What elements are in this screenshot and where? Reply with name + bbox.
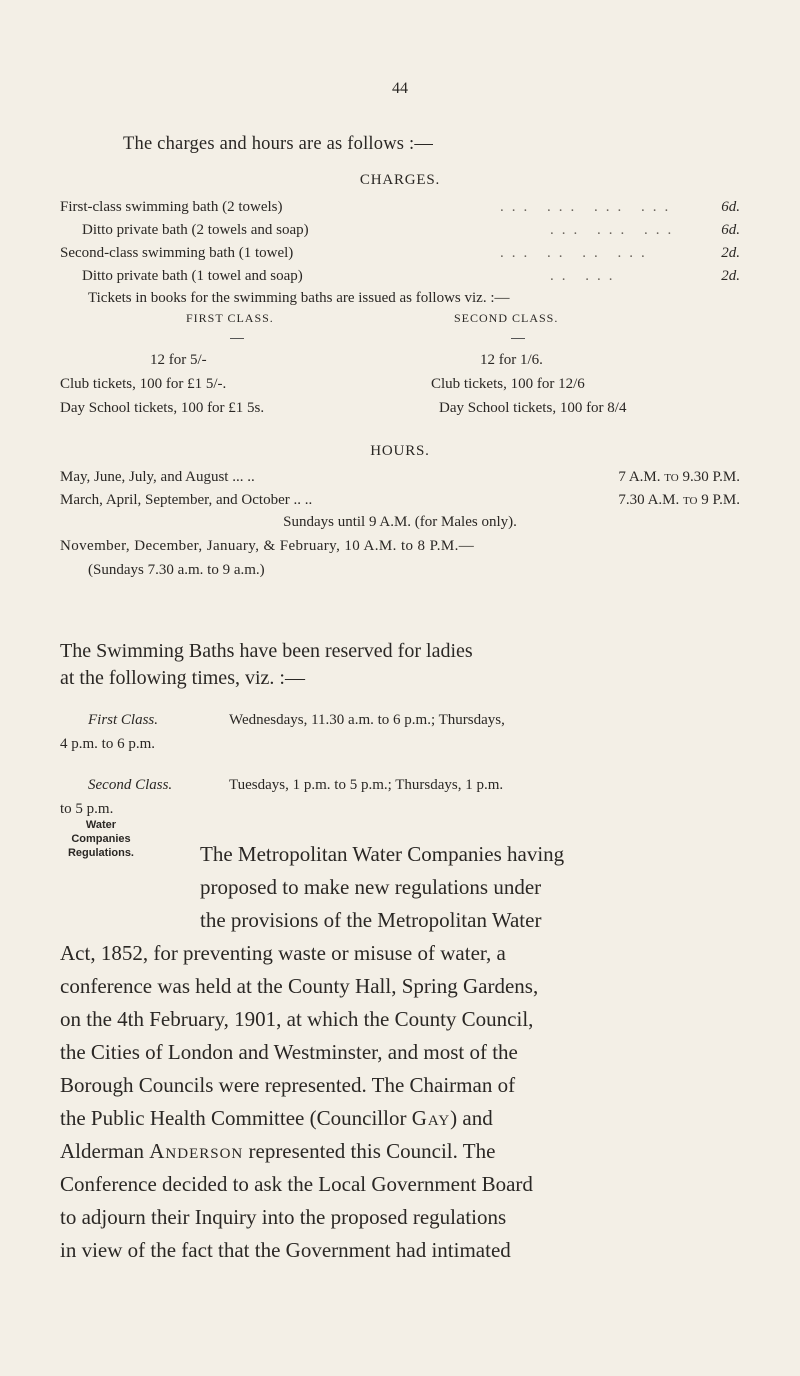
- leader-dots: ... ... ...: [550, 222, 680, 238]
- second-class-line: Day School tickets, 100 for 8/4: [439, 400, 627, 416]
- charge-row: [60, 219, 740, 241]
- divider: [230, 338, 244, 339]
- charge-row: [60, 196, 740, 218]
- charge-row: [60, 265, 740, 287]
- first-class-label: First Class.: [88, 712, 159, 728]
- first-class-times-cont: 4 p.m. to 6 p.m.: [60, 736, 156, 752]
- body-line: conference was held at the County Hall, Spring Gardens,: [60, 974, 539, 998]
- charge-amount: 2d.: [721, 245, 740, 261]
- body-line: Conference decided to ask the Local Government Board: [60, 1172, 533, 1196]
- body-line: Borough Councils were represented. The Chairman of: [60, 1073, 516, 1097]
- alderman-name: Anderson: [149, 1139, 244, 1163]
- ladies-intro: [60, 638, 740, 692]
- second-class-heading: SECOND CLASS.: [454, 311, 559, 325]
- second-class-label: Second Class.: [88, 777, 173, 793]
- side-note-line: Companies: [71, 833, 131, 845]
- winter-sundays: (Sundays 7.30 a.m. to 9 a.m.): [88, 562, 265, 578]
- second-class-times-cont: to 5 p.m.: [60, 801, 114, 817]
- charge-label: Ditto private bath (2 towels and soap): [82, 222, 309, 238]
- body-text: ) and: [450, 1106, 493, 1130]
- hours-label: March, April, September, and October .. ..: [60, 492, 313, 508]
- body-line: [60, 1139, 495, 1164]
- intro-text: The charges and hours are as follows :—: [123, 134, 434, 154]
- ladies-intro-line: at the following times, viz. :—: [60, 667, 305, 689]
- charge-label: Ditto private bath (1 towel and soap): [82, 268, 303, 284]
- second-class-line: 12 for 1/6.: [480, 352, 543, 368]
- charge-label: Second-class swimming bath (1 towel): [60, 245, 294, 261]
- body-line: to adjourn their Inquiry into the proposed regulations: [60, 1205, 507, 1229]
- leader-dots: ... .. .. ...: [500, 245, 653, 261]
- first-class-line: Club tickets, 100 for £1 5/-.: [60, 376, 227, 392]
- charges-heading: CHARGES.: [359, 172, 441, 188]
- charge-row: [60, 242, 740, 264]
- first-class-times: Wednesdays, 11.30 a.m. to 6 p.m.; Thursdays,: [229, 712, 505, 728]
- hours-time: 7 A.M. to 9.30 P.M.: [618, 469, 740, 485]
- body-line: the provisions of the Metropolitan Water: [200, 908, 542, 932]
- charge-amount: 2d.: [721, 268, 740, 284]
- body-line: on the 4th February, 1901, at which the County Council,: [60, 1007, 534, 1031]
- tickets-intro: Tickets in books for the swimming baths are issued as follows viz. :—: [88, 290, 510, 306]
- body-text: represented this Council. The: [243, 1139, 496, 1163]
- hours-heading: HOURS.: [370, 443, 430, 459]
- divider: [511, 338, 525, 339]
- charge-amount: 6d.: [721, 222, 740, 238]
- body-line: proposed to make new regulations under: [200, 875, 542, 899]
- body-line: in view of the fact that the Government had intimated: [60, 1238, 511, 1262]
- second-class-times: Tuesdays, 1 p.m. to 5 p.m.; Thursdays, 1 p.m.: [229, 777, 504, 793]
- body-text: the Public Health Committee (Councillor: [60, 1106, 412, 1130]
- second-class-line: Club tickets, 100 for 12/6: [431, 376, 585, 392]
- body-line: the Cities of London and Westminster, and most of the: [60, 1040, 518, 1064]
- hours-time: 7.30 A.M. to 9 P.M.: [618, 492, 740, 508]
- page-number: 44: [392, 80, 408, 97]
- side-note: [60, 818, 142, 860]
- leader-dots: ... ... ... ...: [500, 199, 677, 215]
- ladies-intro-line: The Swimming Baths have been reserved for ladies: [60, 640, 473, 662]
- first-class-line: Day School tickets, 100 for £1 5s.: [60, 400, 265, 416]
- sundays-note: Sundays until 9 A.M. (for Males only).: [283, 514, 517, 530]
- body-line: The Metropolitan Water Companies having: [200, 842, 565, 866]
- side-note-line: Water: [85, 819, 117, 831]
- body-line: Act, 1852, for preventing waste or misuse of water, a: [60, 941, 506, 965]
- hours-row: [60, 466, 740, 488]
- charge-amount: 6d.: [721, 199, 740, 215]
- body-text: Alderman: [60, 1139, 150, 1163]
- first-class-heading: FIRST CLASS.: [186, 311, 274, 325]
- side-note-line: Regulations.: [67, 847, 134, 859]
- first-class-line: 12 for 5/-: [150, 352, 207, 368]
- leader-dots: .. ...: [550, 268, 621, 284]
- hours-label: May, June, July, and August ... ..: [60, 469, 255, 485]
- councillor-name: Gay: [411, 1106, 451, 1130]
- winter-hours: November, December, January, & February, 10 A.M. to 8 P.M.—: [60, 538, 475, 554]
- body-line: [60, 1106, 493, 1131]
- charge-label: First-class swimming bath (2 towels): [60, 199, 283, 215]
- hours-row: [60, 489, 740, 511]
